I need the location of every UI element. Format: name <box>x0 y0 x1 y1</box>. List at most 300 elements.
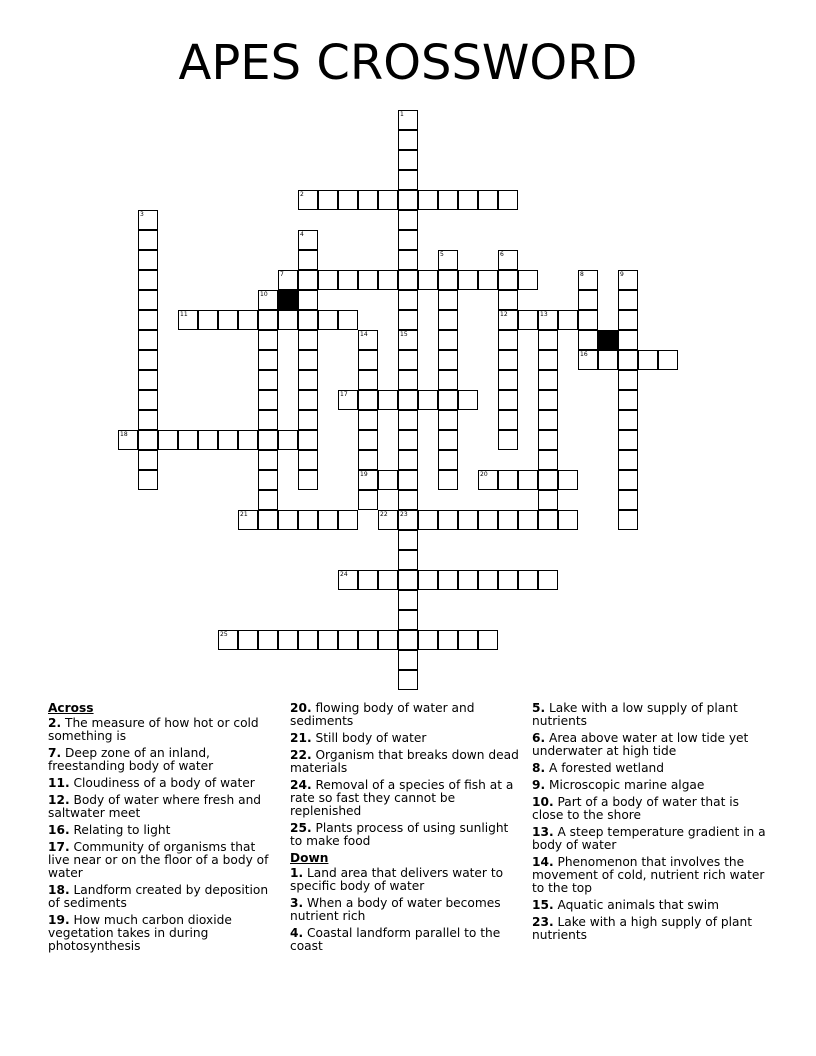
grid-cell[interactable] <box>138 450 158 470</box>
grid-cell[interactable] <box>618 330 638 350</box>
clue-number-label: 10. <box>532 795 554 809</box>
grid-cell[interactable] <box>358 450 378 470</box>
clue-number: 3 <box>140 211 144 218</box>
grid-cell[interactable] <box>618 390 638 410</box>
grid-cell[interactable] <box>438 390 458 410</box>
grid-cell[interactable] <box>618 290 638 310</box>
clue-text: A steep temperature gradient in a body of water <box>532 825 766 852</box>
grid-cell[interactable] <box>238 310 258 330</box>
grid-cell[interactable] <box>498 330 518 350</box>
grid-cell[interactable] <box>398 510 418 530</box>
grid-cell[interactable] <box>378 630 398 650</box>
grid-cell[interactable] <box>438 330 458 350</box>
grid-cell[interactable] <box>498 510 518 530</box>
clue-item <box>532 762 772 775</box>
clue-item <box>290 749 522 775</box>
grid-cell[interactable] <box>538 510 558 530</box>
grid-cell[interactable] <box>398 130 418 150</box>
clue-number-label: 23. <box>532 915 554 929</box>
grid-cell[interactable] <box>238 510 258 530</box>
grid-cell[interactable] <box>398 350 418 370</box>
grid-cell[interactable] <box>398 190 418 210</box>
grid-cell[interactable] <box>258 490 278 510</box>
clue-item <box>290 779 522 818</box>
clue-number: 11 <box>180 311 188 318</box>
grid-cell[interactable] <box>438 270 458 290</box>
grid-cell[interactable] <box>418 570 438 590</box>
grid-cell[interactable] <box>358 470 378 490</box>
grid-cell[interactable] <box>618 370 638 390</box>
grid-cell[interactable] <box>398 230 418 250</box>
grid-cell[interactable] <box>498 190 518 210</box>
grid-cell[interactable] <box>538 350 558 370</box>
grid-cell[interactable] <box>358 330 378 350</box>
grid-cell[interactable] <box>418 510 438 530</box>
grid-cell[interactable] <box>138 430 158 450</box>
clue-text: Still body of water <box>315 731 427 745</box>
across-clues-column <box>48 702 280 957</box>
grid-cell[interactable] <box>338 510 358 530</box>
grid-cell[interactable] <box>398 270 418 290</box>
grid-cell[interactable] <box>418 190 438 210</box>
grid-cell[interactable] <box>378 190 398 210</box>
grid-cell[interactable] <box>378 390 398 410</box>
grid-cell[interactable] <box>378 510 398 530</box>
clue-number-label: 18. <box>48 883 70 897</box>
grid-cell[interactable] <box>358 350 378 370</box>
clue-text: Organism that breaks down dead materials <box>290 748 519 775</box>
clue-item <box>48 824 280 837</box>
grid-cell[interactable] <box>438 450 458 470</box>
grid-cell[interactable] <box>358 570 378 590</box>
grid-cell[interactable] <box>438 310 458 330</box>
clue-number-label: 24. <box>290 778 312 792</box>
grid-cell[interactable] <box>158 430 178 450</box>
grid-cell[interactable] <box>498 410 518 430</box>
grid-cell[interactable] <box>538 390 558 410</box>
grid-cell[interactable] <box>578 310 598 330</box>
grid-cell[interactable] <box>498 430 518 450</box>
clue-number: 23 <box>400 511 408 518</box>
clue-number: 8 <box>580 271 584 278</box>
grid-cell[interactable] <box>398 670 418 690</box>
grid-cell[interactable] <box>538 310 558 330</box>
grid-cell[interactable] <box>578 350 598 370</box>
clue-text: When a body of water becomes nutrient rich <box>290 896 501 923</box>
grid-cell[interactable] <box>318 310 338 330</box>
clue-item <box>48 777 280 790</box>
clue-number: 2 <box>300 191 304 198</box>
grid-cell[interactable] <box>518 310 538 330</box>
grid-cell[interactable] <box>398 210 418 230</box>
clue-number: 1 <box>400 111 404 118</box>
clue-number-label: 15. <box>532 898 554 912</box>
clue-item <box>48 841 280 880</box>
grid-cell[interactable] <box>298 310 318 330</box>
grid-cell[interactable] <box>338 270 358 290</box>
grid-cell[interactable] <box>258 370 278 390</box>
grid-cell[interactable] <box>258 310 278 330</box>
grid-cell[interactable] <box>458 190 478 210</box>
grid-cell[interactable] <box>518 510 538 530</box>
clue-number-label: 3. <box>290 896 304 910</box>
grid-cell[interactable] <box>438 370 458 390</box>
grid-cell[interactable] <box>618 490 638 510</box>
grid-cell[interactable] <box>318 270 338 290</box>
grid-cell[interactable] <box>218 630 238 650</box>
grid-cell[interactable] <box>138 290 158 310</box>
grid-cell[interactable] <box>498 290 518 310</box>
grid-cell[interactable] <box>258 390 278 410</box>
clue-number-label: 20. <box>290 701 312 715</box>
grid-cell[interactable] <box>258 450 278 470</box>
clue-item <box>532 826 772 852</box>
grid-cell[interactable] <box>398 630 418 650</box>
grid-cell[interactable] <box>498 570 518 590</box>
grid-cell[interactable] <box>618 450 638 470</box>
grid-cell[interactable] <box>478 190 498 210</box>
clue-number-label: 11. <box>48 776 70 790</box>
grid-cell[interactable] <box>478 470 498 490</box>
clue-number: 15 <box>400 331 408 338</box>
grid-cell[interactable] <box>358 370 378 390</box>
grid-cell[interactable] <box>298 350 318 370</box>
grid-cell[interactable] <box>658 350 678 370</box>
grid-cell[interactable] <box>478 510 498 530</box>
grid-cell[interactable] <box>398 370 418 390</box>
grid-cell[interactable] <box>378 470 398 490</box>
grid-cell[interactable] <box>498 310 518 330</box>
grid-cell[interactable] <box>478 270 498 290</box>
grid-cell[interactable] <box>398 430 418 450</box>
clue-number: 6 <box>500 251 504 258</box>
clue-item <box>532 856 772 895</box>
grid-cell[interactable] <box>558 470 578 490</box>
grid-cell[interactable] <box>438 570 458 590</box>
grid-cell[interactable] <box>358 390 378 410</box>
grid-cell[interactable] <box>278 630 298 650</box>
grid-cell[interactable] <box>298 250 318 270</box>
grid-cell[interactable] <box>258 430 278 450</box>
clue-number-label: 6. <box>532 731 546 745</box>
clue-text: How much carbon dioxide vegetation takes in during photosynthesis <box>48 913 232 953</box>
grid-cell[interactable] <box>398 570 418 590</box>
grid-cell[interactable] <box>438 470 458 490</box>
grid-cell[interactable] <box>398 110 418 130</box>
grid-cell[interactable] <box>398 170 418 190</box>
grid-cell[interactable] <box>458 630 478 650</box>
grid-cell[interactable] <box>298 290 318 310</box>
across-header: Across <box>48 701 94 715</box>
grid-cell[interactable] <box>138 250 158 270</box>
grid-cell[interactable] <box>318 190 338 210</box>
grid-cell[interactable] <box>298 330 318 350</box>
clue-text: Part of a body of water that is close to the shore <box>532 795 739 822</box>
grid-cell[interactable] <box>498 250 518 270</box>
grid-cell[interactable] <box>138 390 158 410</box>
clue-number-label: 17. <box>48 840 70 854</box>
grid-cell[interactable] <box>298 410 318 430</box>
grid-cell[interactable] <box>558 510 578 530</box>
grid-cell[interactable] <box>498 370 518 390</box>
grid-cell[interactable] <box>398 310 418 330</box>
grid-cell[interactable] <box>398 490 418 510</box>
grid-cell[interactable] <box>638 350 658 370</box>
grid-cell[interactable] <box>618 310 638 330</box>
grid-cell[interactable] <box>298 190 318 210</box>
grid-cell[interactable] <box>418 630 438 650</box>
clue-text: Community of organisms that live near or on the floor of a body of water <box>48 840 269 880</box>
grid-cell[interactable] <box>298 230 318 250</box>
clue-item <box>48 914 280 953</box>
grid-cell[interactable] <box>398 550 418 570</box>
clue-text: Body of water where fresh and saltwater meet <box>48 793 262 820</box>
grid-cell[interactable] <box>538 430 558 450</box>
grid-cell[interactable] <box>438 350 458 370</box>
clue-item <box>48 747 280 773</box>
clue-number: 22 <box>380 511 388 518</box>
clue-number: 25 <box>220 631 228 638</box>
grid-cell[interactable] <box>518 570 538 590</box>
grid-cell[interactable] <box>518 470 538 490</box>
grid-cell[interactable] <box>138 230 158 250</box>
grid-cell[interactable] <box>478 570 498 590</box>
grid-cell[interactable] <box>318 630 338 650</box>
clue-item <box>532 916 772 942</box>
grid-cell[interactable] <box>458 390 478 410</box>
grid-cell[interactable] <box>278 270 298 290</box>
grid-cell[interactable] <box>138 370 158 390</box>
grid-cell[interactable] <box>498 350 518 370</box>
grid-cell[interactable] <box>238 430 258 450</box>
grid-cell[interactable] <box>298 430 318 450</box>
clue-number: 20 <box>480 471 488 478</box>
clue-text: Area above water at low tide yet underwater at high tide <box>532 731 749 758</box>
grid-cell[interactable] <box>478 630 498 650</box>
grid-cell[interactable] <box>398 470 418 490</box>
grid-cell[interactable] <box>118 430 138 450</box>
clue-number-label: 9. <box>532 778 546 792</box>
clue-number: 24 <box>340 571 348 578</box>
grid-cell[interactable] <box>378 270 398 290</box>
grid-cell[interactable] <box>438 250 458 270</box>
grid-cell[interactable] <box>218 310 238 330</box>
clue-text: Land area that delivers water to specific body of water <box>290 866 504 893</box>
grid-cell[interactable] <box>578 270 598 290</box>
clue-item <box>532 899 772 912</box>
grid-cell[interactable] <box>338 390 358 410</box>
grid-cell[interactable] <box>298 450 318 470</box>
grid-cell[interactable] <box>458 270 478 290</box>
clue-item <box>48 884 280 910</box>
grid-cell[interactable] <box>618 430 638 450</box>
grid-cell[interactable] <box>278 510 298 530</box>
clue-number-label: 16. <box>48 823 70 837</box>
grid-cell[interactable] <box>278 310 298 330</box>
grid-cell[interactable] <box>298 270 318 290</box>
grid-cell[interactable] <box>358 410 378 430</box>
down-clues-column <box>532 702 772 946</box>
grid-cell[interactable] <box>138 410 158 430</box>
grid-cell[interactable] <box>338 310 358 330</box>
grid-cell[interactable] <box>538 370 558 390</box>
grid-block <box>598 330 618 350</box>
grid-cell[interactable] <box>418 390 438 410</box>
grid-cell[interactable] <box>398 530 418 550</box>
grid-cell[interactable] <box>198 310 218 330</box>
clue-number: 17 <box>340 391 348 398</box>
grid-cell[interactable] <box>538 330 558 350</box>
clue-text: Plants process of using sunlight to make food <box>290 821 509 848</box>
grid-cell[interactable] <box>178 310 198 330</box>
grid-cell[interactable] <box>438 190 458 210</box>
grid-cell[interactable] <box>618 350 638 370</box>
clue-number: 18 <box>120 431 128 438</box>
clue-item <box>290 897 522 923</box>
clue-number-label: 8. <box>532 761 546 775</box>
clue-text: A forested wetland <box>549 761 664 775</box>
clue-number: 5 <box>440 251 444 258</box>
grid-cell[interactable] <box>258 290 278 310</box>
grid-block <box>278 290 298 310</box>
clue-number: 12 <box>500 311 508 318</box>
grid-cell[interactable] <box>398 410 418 430</box>
clue-number: 13 <box>540 311 548 318</box>
grid-cell[interactable] <box>438 430 458 450</box>
grid-cell[interactable] <box>238 630 258 650</box>
grid-cell[interactable] <box>538 570 558 590</box>
grid-cell[interactable] <box>438 510 458 530</box>
clue-number: 16 <box>580 351 588 358</box>
clue-number-label: 7. <box>48 746 62 760</box>
grid-cell[interactable] <box>538 410 558 430</box>
clue-text: Microscopic marine algae <box>549 778 705 792</box>
clue-text: Phenomenon that involves the movement of cold, nutrient rich water to the top <box>532 855 765 895</box>
grid-cell[interactable] <box>138 470 158 490</box>
grid-cell[interactable] <box>618 470 638 490</box>
grid-cell[interactable] <box>398 450 418 470</box>
grid-cell[interactable] <box>258 350 278 370</box>
grid-cell[interactable] <box>338 630 358 650</box>
grid-cell[interactable] <box>358 270 378 290</box>
grid-cell[interactable] <box>138 270 158 290</box>
grid-cell[interactable] <box>298 470 318 490</box>
grid-cell[interactable] <box>278 430 298 450</box>
grid-cell[interactable] <box>398 590 418 610</box>
grid-cell[interactable] <box>318 510 338 530</box>
grid-cell[interactable] <box>438 410 458 430</box>
grid-cell[interactable] <box>398 330 418 350</box>
grid-cell[interactable] <box>398 250 418 270</box>
grid-cell[interactable] <box>418 270 438 290</box>
clue-item <box>532 796 772 822</box>
grid-cell[interactable] <box>258 470 278 490</box>
grid-cell[interactable] <box>258 410 278 430</box>
clue-number: 14 <box>360 331 368 338</box>
clue-text: The measure of how hot or cold something is <box>48 716 259 743</box>
grid-cell[interactable] <box>138 210 158 230</box>
clue-text: Landform created by deposition of sediments <box>48 883 269 910</box>
clue-number-label: 25. <box>290 821 312 835</box>
clue-item <box>532 732 772 758</box>
grid-cell[interactable] <box>538 470 558 490</box>
clue-number: 9 <box>620 271 624 278</box>
clue-number-label: 5. <box>532 701 546 715</box>
grid-cell[interactable] <box>178 430 198 450</box>
grid-cell[interactable] <box>398 650 418 670</box>
clue-item <box>290 702 522 728</box>
grid-cell[interactable] <box>498 270 518 290</box>
grid-cell[interactable] <box>298 510 318 530</box>
grid-cell[interactable] <box>258 510 278 530</box>
clue-number-label: 4. <box>290 926 304 940</box>
clue-text: Relating to light <box>73 823 171 837</box>
clue-number: 10 <box>260 291 268 298</box>
grid-cell[interactable] <box>618 510 638 530</box>
grid-cell[interactable] <box>518 270 538 290</box>
clue-number-label: 21. <box>290 731 312 745</box>
grid-cell[interactable] <box>298 390 318 410</box>
grid-cell[interactable] <box>378 570 398 590</box>
grid-cell[interactable] <box>538 490 558 510</box>
grid-cell[interactable] <box>258 330 278 350</box>
clue-item <box>290 867 522 893</box>
clues-column-middle <box>290 702 522 957</box>
grid-cell[interactable] <box>458 570 478 590</box>
grid-cell[interactable] <box>338 570 358 590</box>
grid-cell[interactable] <box>598 350 618 370</box>
grid-cell[interactable] <box>398 150 418 170</box>
grid-cell[interactable] <box>138 350 158 370</box>
grid-cell[interactable] <box>218 430 238 450</box>
grid-cell[interactable] <box>458 510 478 530</box>
clue-item <box>48 794 280 820</box>
grid-cell[interactable] <box>358 190 378 210</box>
grid-cell[interactable] <box>578 290 598 310</box>
grid-cell[interactable] <box>498 470 518 490</box>
clue-number: 4 <box>300 231 304 238</box>
clue-number: 21 <box>240 511 248 518</box>
grid-cell[interactable] <box>138 310 158 330</box>
grid-cell[interactable] <box>358 630 378 650</box>
grid-cell[interactable] <box>438 630 458 650</box>
grid-cell[interactable] <box>338 190 358 210</box>
grid-cell[interactable] <box>578 330 598 350</box>
grid-cell[interactable] <box>558 310 578 330</box>
grid-cell[interactable] <box>358 430 378 450</box>
clue-number-label: 22. <box>290 748 312 762</box>
grid-cell[interactable] <box>398 390 418 410</box>
grid-cell[interactable] <box>138 330 158 350</box>
clue-text: Aquatic animals that swim <box>557 898 719 912</box>
grid-cell[interactable] <box>298 630 318 650</box>
grid-cell[interactable] <box>498 390 518 410</box>
grid-cell[interactable] <box>618 270 638 290</box>
grid-cell[interactable] <box>398 290 418 310</box>
grid-cell[interactable] <box>358 490 378 510</box>
page-title: APES CROSSWORD <box>178 35 638 91</box>
clue-text: Deep zone of an inland, freestanding body of water <box>48 746 214 773</box>
grid-cell[interactable] <box>398 610 418 630</box>
grid-cell[interactable] <box>618 410 638 430</box>
grid-cell[interactable] <box>198 430 218 450</box>
grid-cell[interactable] <box>438 290 458 310</box>
grid-cell[interactable] <box>298 370 318 390</box>
clue-text: Removal of a species of fish at a rate so fast they cannot be replenished <box>290 778 514 818</box>
grid-cell[interactable] <box>258 630 278 650</box>
clue-item <box>532 702 772 728</box>
grid-cell[interactable] <box>538 450 558 470</box>
